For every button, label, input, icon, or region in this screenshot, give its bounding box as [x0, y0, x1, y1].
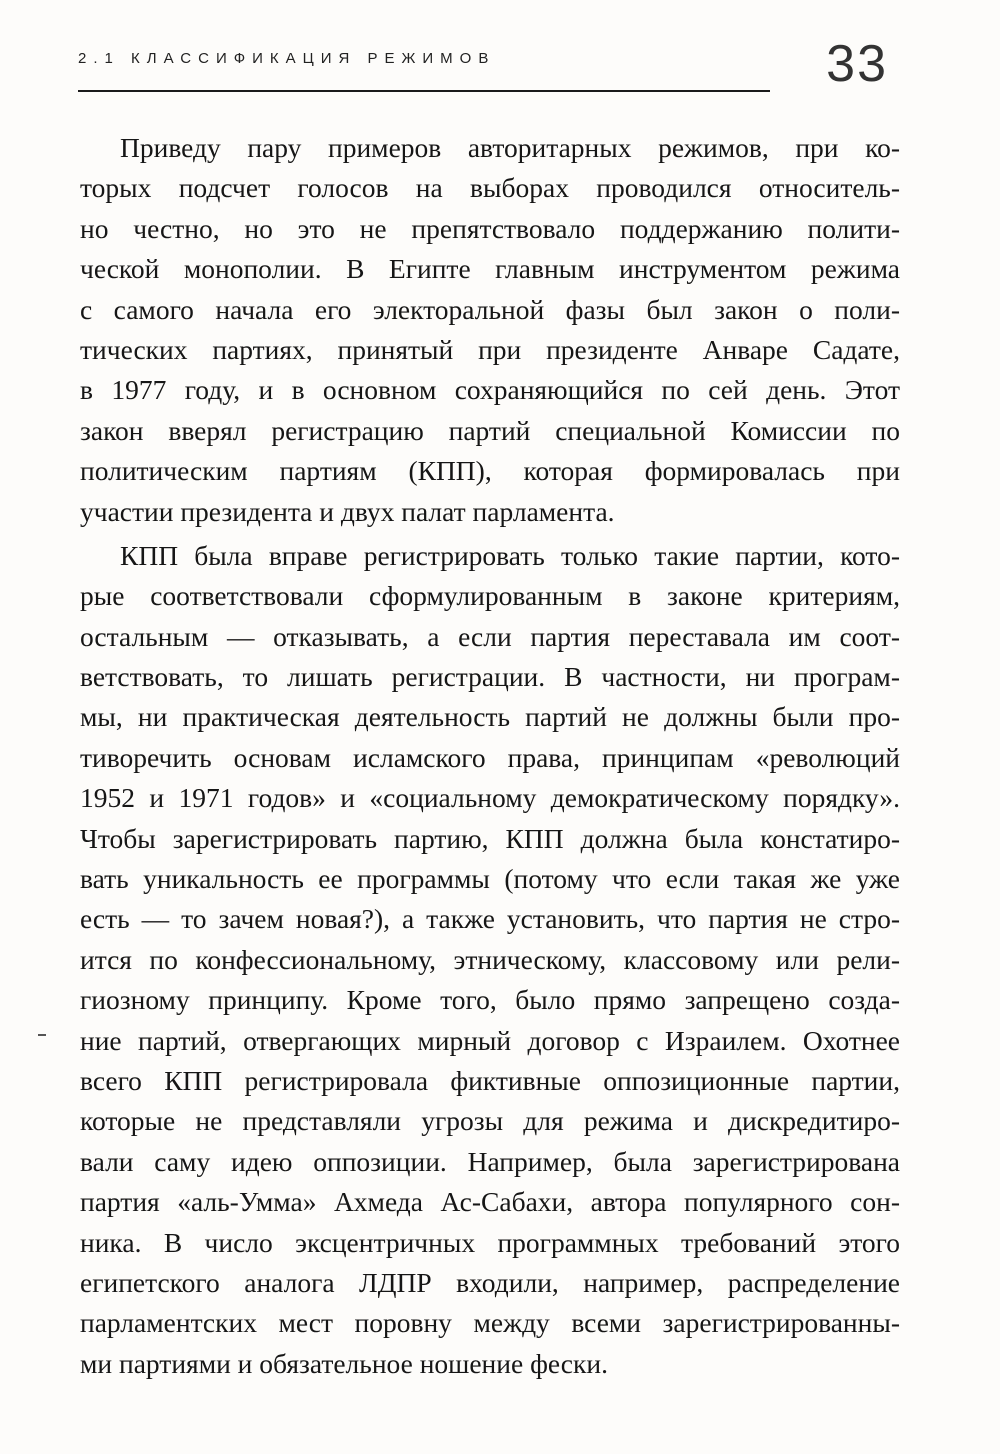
text-line: тиворечить основам исламского права, принципам «революций — [80, 741, 900, 773]
header-rule — [78, 90, 770, 92]
margin-mark — [38, 1034, 46, 1036]
text-line: которые не представляли угрозы для режима и дискредитиро- — [80, 1105, 900, 1137]
text-line: рые соответствовали сформулированным в законе критериям, — [80, 580, 900, 612]
text-line: но честно, но это не препятствовало поддержанию полити- — [80, 212, 900, 244]
text-line: Приведу пару примеров авторитарных режимов, при ко- — [120, 132, 900, 163]
text-line: КПП была вправе регистрировать только такие партии, кото- — [120, 539, 900, 571]
text-line: в 1977 году, и в основном сохраняющийся по сей день. Этот — [80, 374, 900, 406]
page-number: 33 — [826, 35, 888, 93]
text-line: ние партий, отвергающих мирный договор с Израилем. Охотнее — [80, 1024, 900, 1056]
text-line: политическим партиям (КПП), которая формировалась при — [80, 455, 900, 487]
text-line: 1952 и 1971 годов» и «социальному демократическому порядку». — [80, 782, 900, 814]
text-line: закон вверял регистрацию партий специальной Комиссии по — [80, 414, 900, 446]
running-head — [78, 35, 908, 102]
text-line: с самого начала его электоральной фазы был закон о поли- — [80, 293, 900, 325]
text-line: Чтобы зарегистрировать партию, КПП должна была констатиро- — [80, 822, 900, 854]
text-line: вали саму идею оппозиции. Например, была зарегистрирована — [80, 1145, 900, 1177]
text-line: ческой монополии. В Египте главным инструментом режима — [80, 253, 900, 285]
section-title: 2.1 КЛАССИФИКАЦИЯ РЕЖИМОВ — [78, 50, 496, 67]
text-line: есть — то зачем новая?), а также установить, что партия не стро- — [80, 903, 900, 935]
text-line: египетского аналога ЛДПР входили, например, распределение — [80, 1266, 900, 1298]
text-line: парламентских мест поровну между всеми зарегистрированны- — [80, 1307, 900, 1339]
paragraph-1 — [80, 128, 900, 532]
text-line: остальным — отказывать, а если партия переставала им соот- — [80, 620, 900, 652]
body-text — [80, 128, 900, 1384]
text-line: партия «аль-Умма» Ахмеда Ас-Сабахи, автора популярного сон- — [80, 1186, 900, 1218]
text-line: тических партиях, принятый при президенте Анваре Садате, — [80, 333, 900, 365]
paragraph-2 — [80, 536, 900, 1384]
text-line: ится по конфессиональному, этническому, классовому или рели- — [80, 943, 900, 975]
text-line: ми партиями и обязательное ношение фески. — [80, 1347, 608, 1379]
text-line: торых подсчет голосов на выборах проводился относитель- — [80, 172, 900, 204]
text-line: мы, ни практическая деятельность партий не должны были про- — [80, 701, 900, 733]
text-line: ветствовать, то лишать регистрации. В частности, ни програм- — [80, 661, 900, 693]
text-line: всего КПП регистрировала фиктивные оппозиционные партии, — [80, 1064, 900, 1096]
text-line: участии президента и двух палат парламента. — [80, 495, 615, 527]
text-line: гиозному принципу. Кроме того, было прямо запрещено созда- — [80, 984, 900, 1016]
text-line: вать уникальность ее программы (потому что если такая же уже — [80, 863, 900, 895]
text-line: ника. В число эксцентричных программных требований этого — [80, 1226, 900, 1258]
